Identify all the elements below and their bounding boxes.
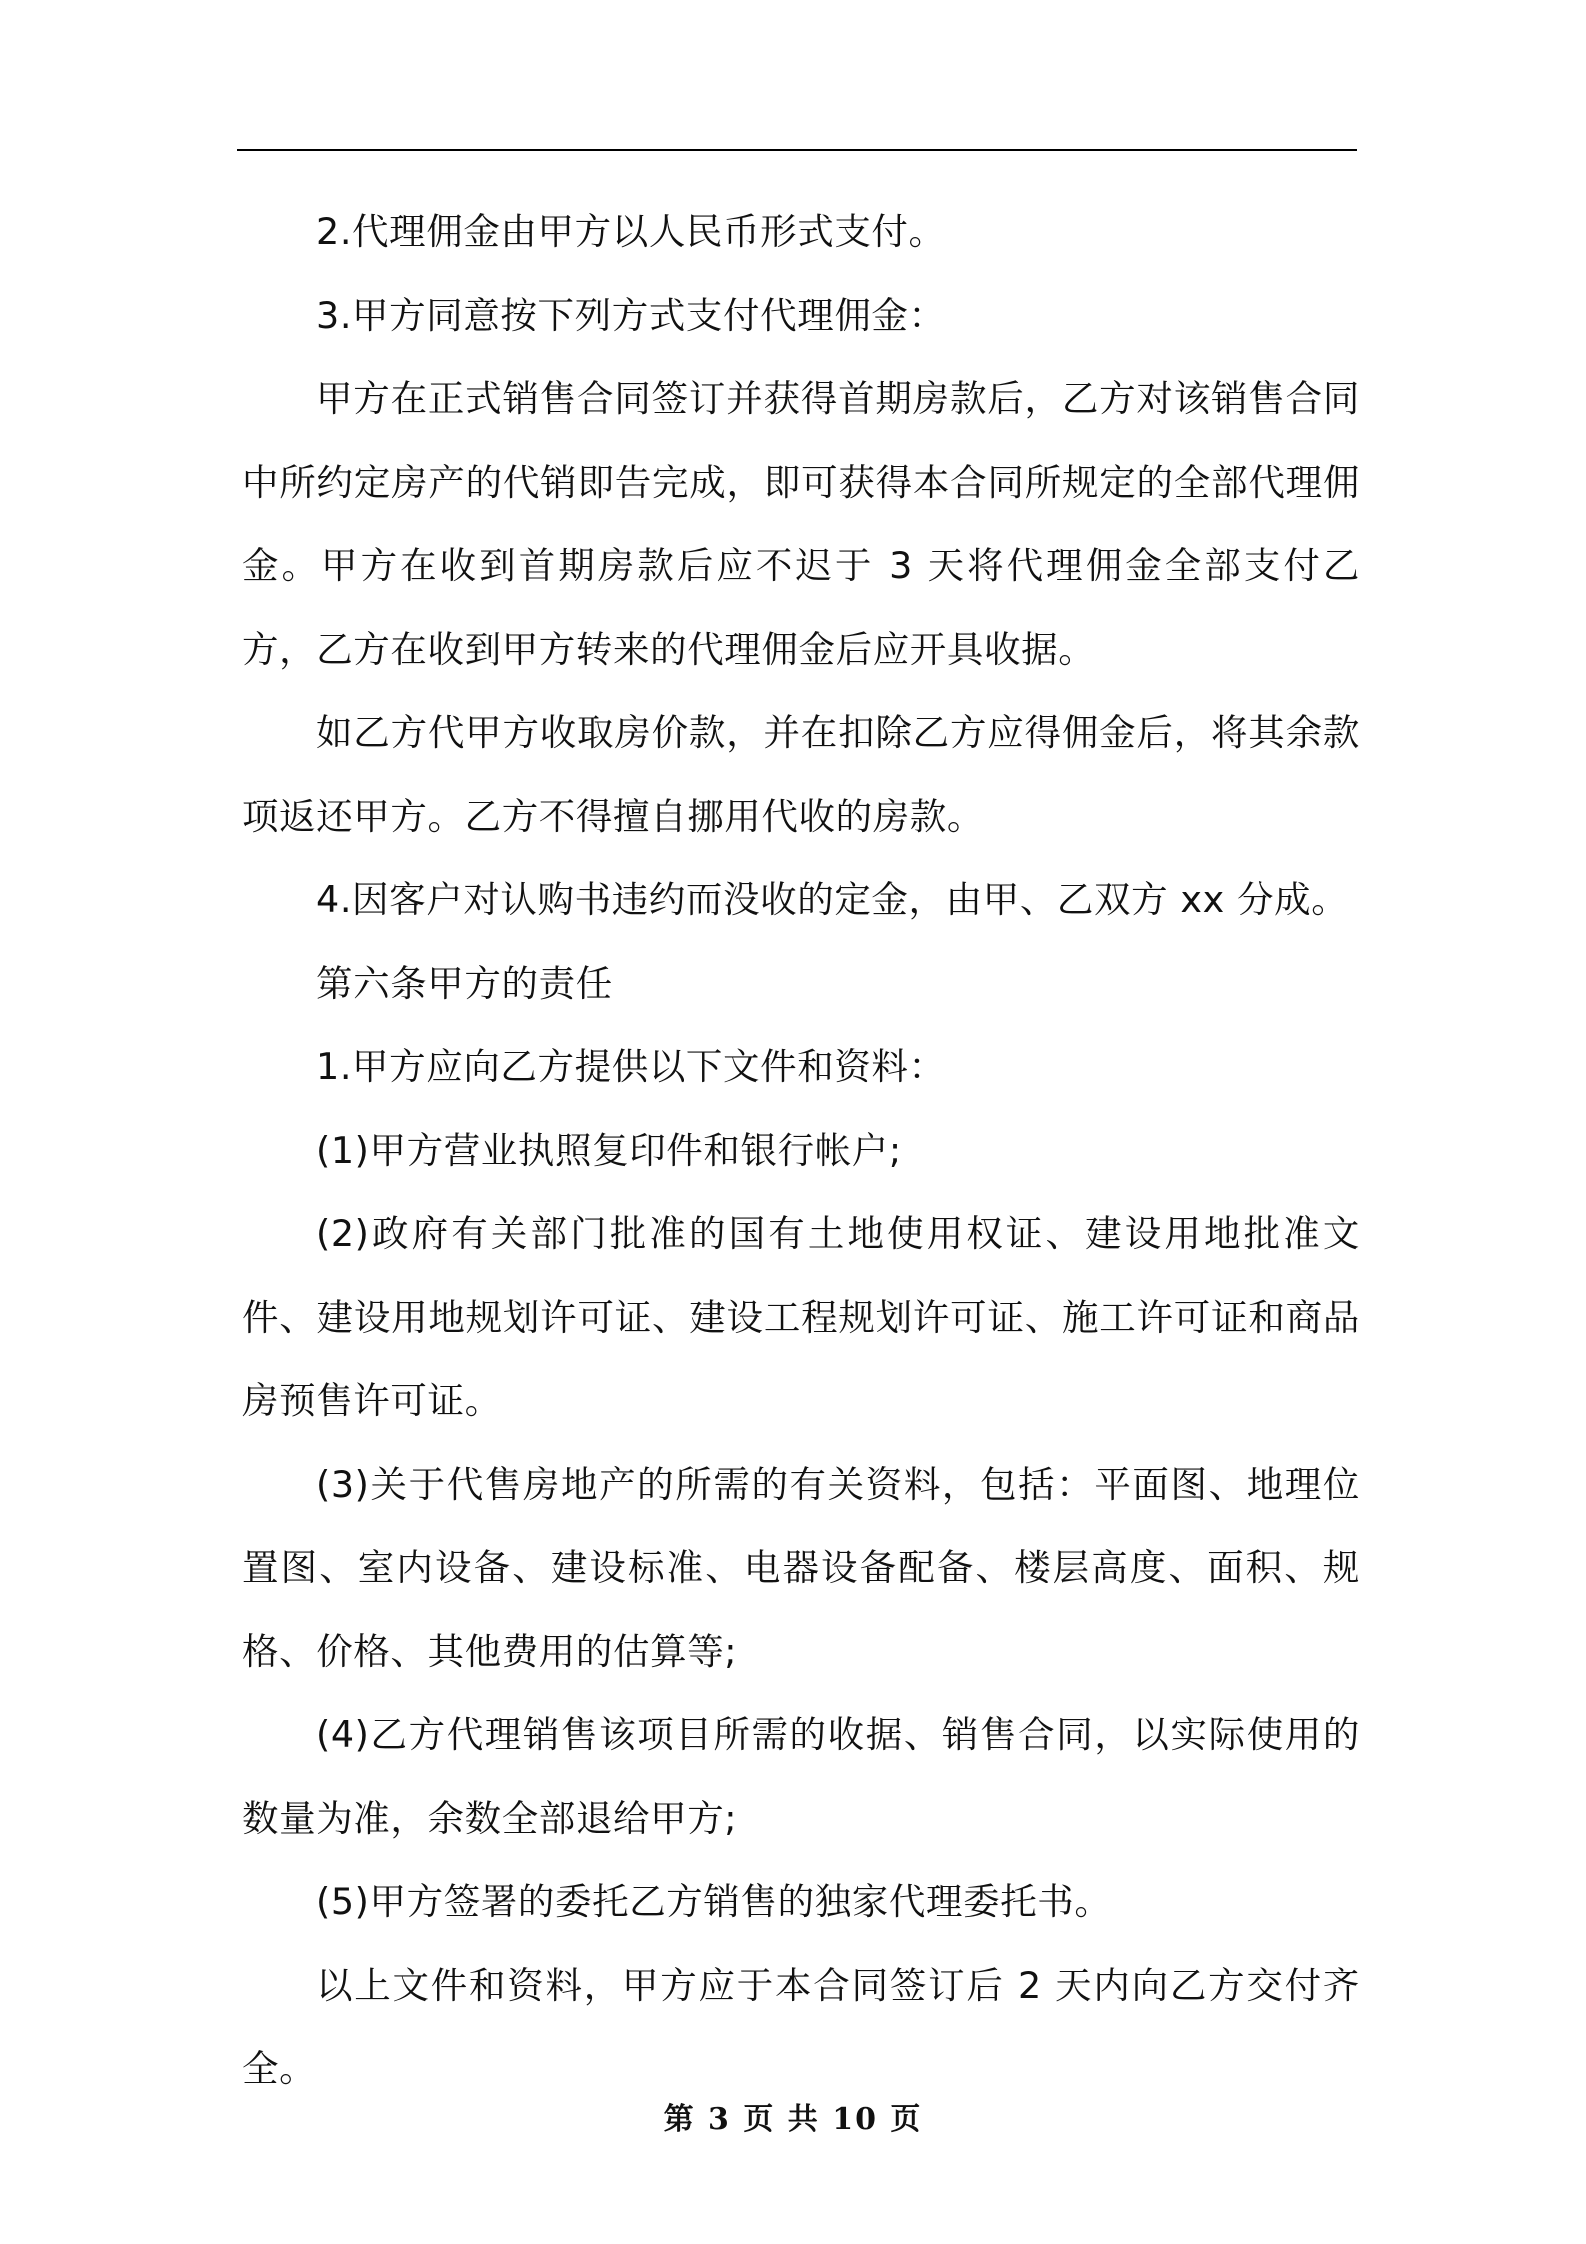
paragraph-commission-currency: 2.代理佣金由甲方以人民币形式支付。 bbox=[316, 210, 946, 253]
paragraph-documents-intro: 1.甲方应向乙方提供以下文件和资料： bbox=[316, 1045, 946, 1088]
section-heading-article-6: 第六条甲方的责任 bbox=[316, 961, 613, 1005]
page-footer bbox=[0, 2094, 1586, 2138]
header-rule bbox=[237, 149, 1357, 151]
list-item-permits: (2)政府有关部门批准的国有土地使用权证、建设用地批准文件、建设用地规划许可证、建设工程规划许可证、施工许可证和商品房预售许可证。 bbox=[242, 1212, 1360, 1422]
paragraph-payment-terms: 甲方在正式销售合同签订并获得首期房款后，乙方对该销售合同中所约定房产的代销即告完成，即可获得本合同所规定的全部代理佣金。甲方在收到首期房款后应不迟于 3 天将代理佣金全部支付乙方，乙方在收到甲方转来的代理佣金后应开具收据。 bbox=[242, 377, 1360, 671]
paragraph-delivery-deadline: 以上文件和资料，甲方应于本合同签订后 2 天内向乙方交付齐全。 bbox=[242, 1963, 1360, 2090]
paragraph-payment-method: 3.甲方同意按下列方式支付代理佣金： bbox=[316, 293, 946, 337]
paragraph-collection: 如乙方代甲方收取房价款，并在扣除乙方应得佣金后，将其余款项返还甲方。乙方不得擅自挪用代收的房款。 bbox=[242, 711, 1360, 838]
paragraph-deposit-split: 4.因客户对认购书违约而没收的定金，由甲、乙双方 xx 分成。 bbox=[316, 878, 1349, 921]
page-number: 第 3 页 共 10 页 bbox=[663, 2102, 923, 2137]
list-item-property-info: (3)关于代售房地产的所需的有关资料，包括：平面图、地理位置图、室内设备、建设标准、电器设备配备、楼层高度、面积、规格、价格、其他费用的估算等; bbox=[242, 1462, 1360, 1673]
list-item-receipts: (4)乙方代理销售该项目所需的收据、销售合同，以实际使用的数量为准，余数全部退给甲方; bbox=[242, 1713, 1360, 1840]
list-item-authorization: (5)甲方签署的委托乙方销售的独家代理委托书。 bbox=[316, 1880, 1112, 1923]
document-body bbox=[242, 190, 1360, 2111]
list-item-license: (1)甲方营业执照复印件和银行帐户; bbox=[316, 1128, 902, 1172]
